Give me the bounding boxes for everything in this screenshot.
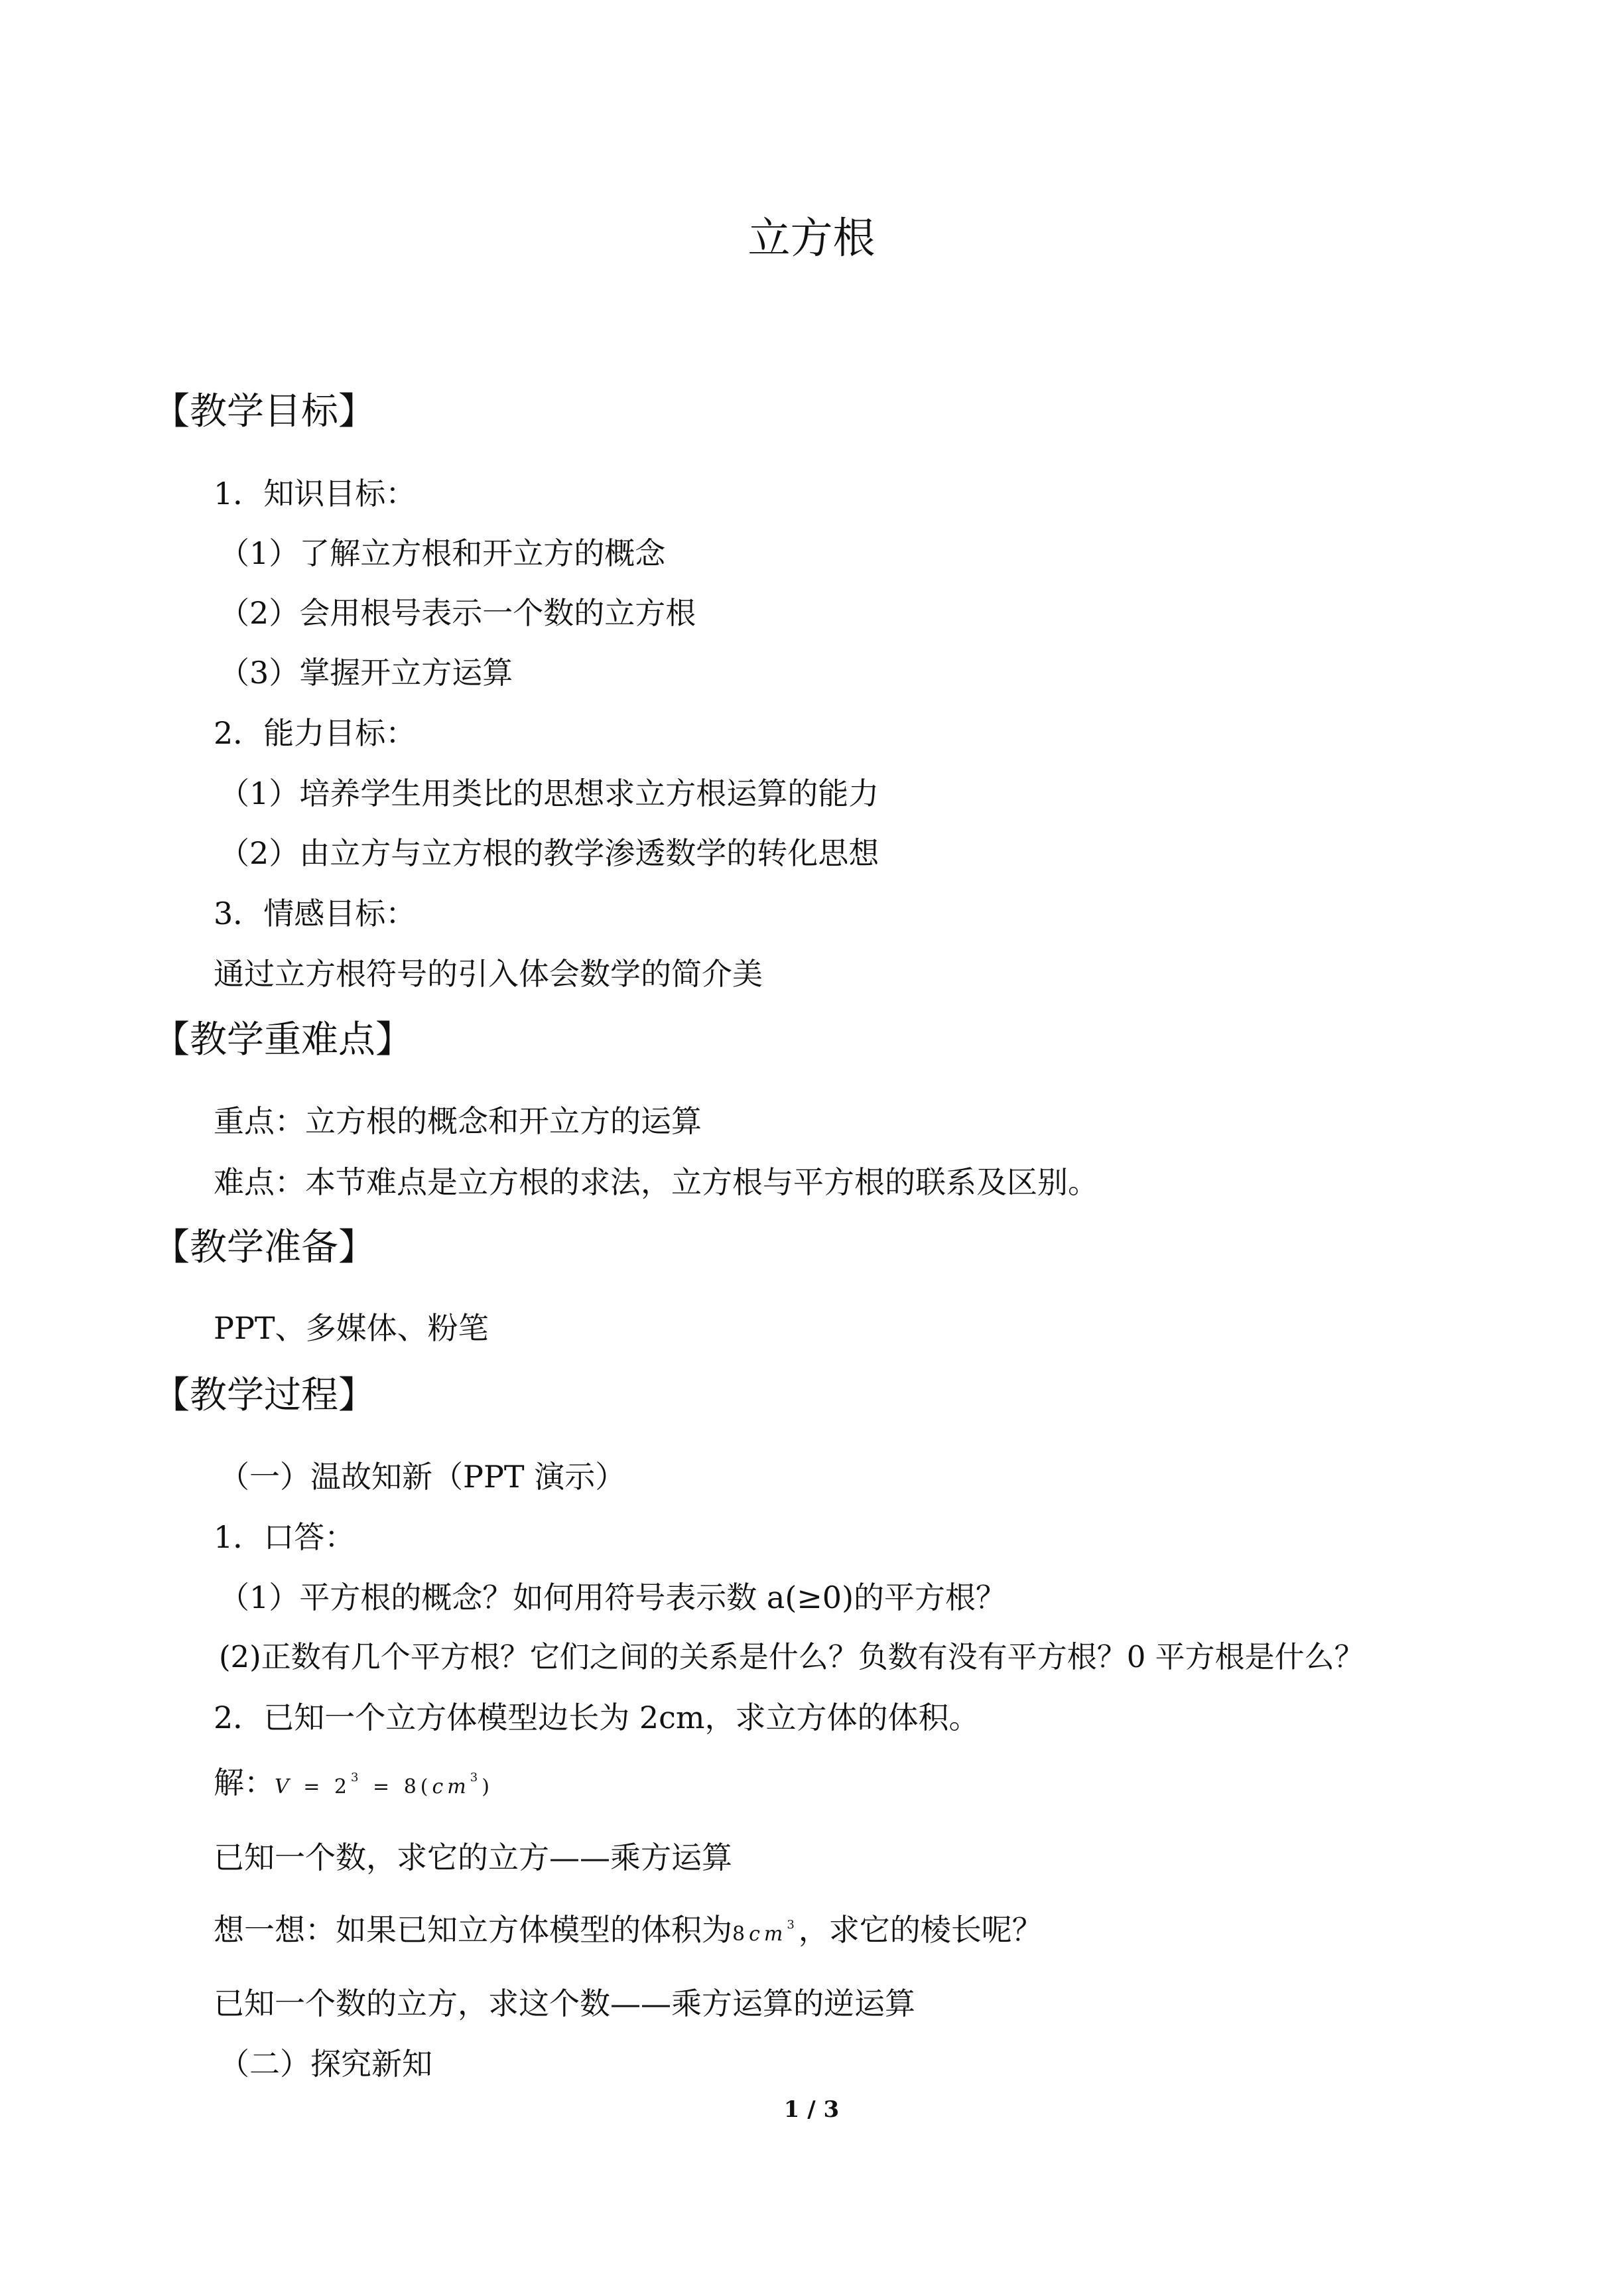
solution-label: 解： bbox=[214, 1765, 275, 1800]
process-part-2: （二）探究新知 bbox=[219, 2046, 432, 2082]
key-difficulty-text: 难点：本节难点是立方根的求法，立方根与平方根的联系及区别。 bbox=[214, 1164, 1098, 1200]
document-title: 立方根 bbox=[747, 214, 876, 263]
section-heading-process: 【教学过程】 bbox=[153, 1374, 375, 1417]
knowledge-item-2: （2）会用根号表示一个数的立方根 bbox=[219, 595, 696, 631]
section-heading-preparation: 【教学准备】 bbox=[153, 1226, 375, 1269]
page-number: 1 / 3 bbox=[783, 2096, 840, 2123]
oral-question-2: (2)正数有几个平方根？它们之间的关系是什么？负数有没有平方根？0 平方根是什么？ bbox=[219, 1639, 1364, 1674]
section-heading-key-points: 【教学重难点】 bbox=[153, 1018, 413, 1061]
oral-question-1: （1）平方根的概念？如何用符号表示数 a(≥0)的平方根？ bbox=[219, 1580, 1007, 1615]
ability-item-2: （2）由立方与立方根的教学渗透数学的转化思想 bbox=[219, 835, 879, 871]
ability-objective-label: 2．能力目标： bbox=[214, 715, 417, 751]
process-part-1: （一）温故知新（PPT 演示） bbox=[219, 1459, 626, 1495]
oral-answer-label: 1．口答： bbox=[214, 1519, 356, 1555]
solution-line bbox=[214, 1758, 493, 1807]
preparation-text: PPT、多媒体、粉笔 bbox=[214, 1310, 489, 1346]
key-focus-text: 重点：立方根的概念和开立方的运算 bbox=[214, 1103, 702, 1139]
knowledge-item-1: （1）了解立方根和开立方的概念 bbox=[219, 535, 666, 571]
think-question: 想一想：如果已知立方体模型的体积为$8cm^3$，求它的棱长呢？ bbox=[214, 1912, 1043, 1948]
knowledge-objective-label: 1．知识目标： bbox=[214, 476, 417, 511]
emotion-objective-label: 3．情感目标： bbox=[214, 896, 417, 931]
note-inverse-operation: 已知一个数的立方，求这个数——乘方运算的逆运算 bbox=[214, 1986, 915, 2021]
section-heading-objectives: 【教学目标】 bbox=[153, 390, 375, 433]
note-cube-operation: 已知一个数，求它的立方——乘方运算 bbox=[214, 1840, 732, 1875]
question-2: 2．已知一个立方体模型边长为 2cm，求立方体的体积。 bbox=[214, 1700, 980, 1735]
ability-item-1: （1）培养学生用类比的思想求立方根运算的能力 bbox=[219, 776, 879, 811]
emotion-objective-text: 通过立方根符号的引入体会数学的简介美 bbox=[214, 956, 763, 992]
solution-formula: $V = 2^3 = 8(cm^3)$ bbox=[275, 1771, 493, 1798]
knowledge-item-3: （3）掌握开立方运算 bbox=[219, 655, 513, 691]
think-volume-formula: $8cm^3$ bbox=[732, 1918, 799, 1946]
